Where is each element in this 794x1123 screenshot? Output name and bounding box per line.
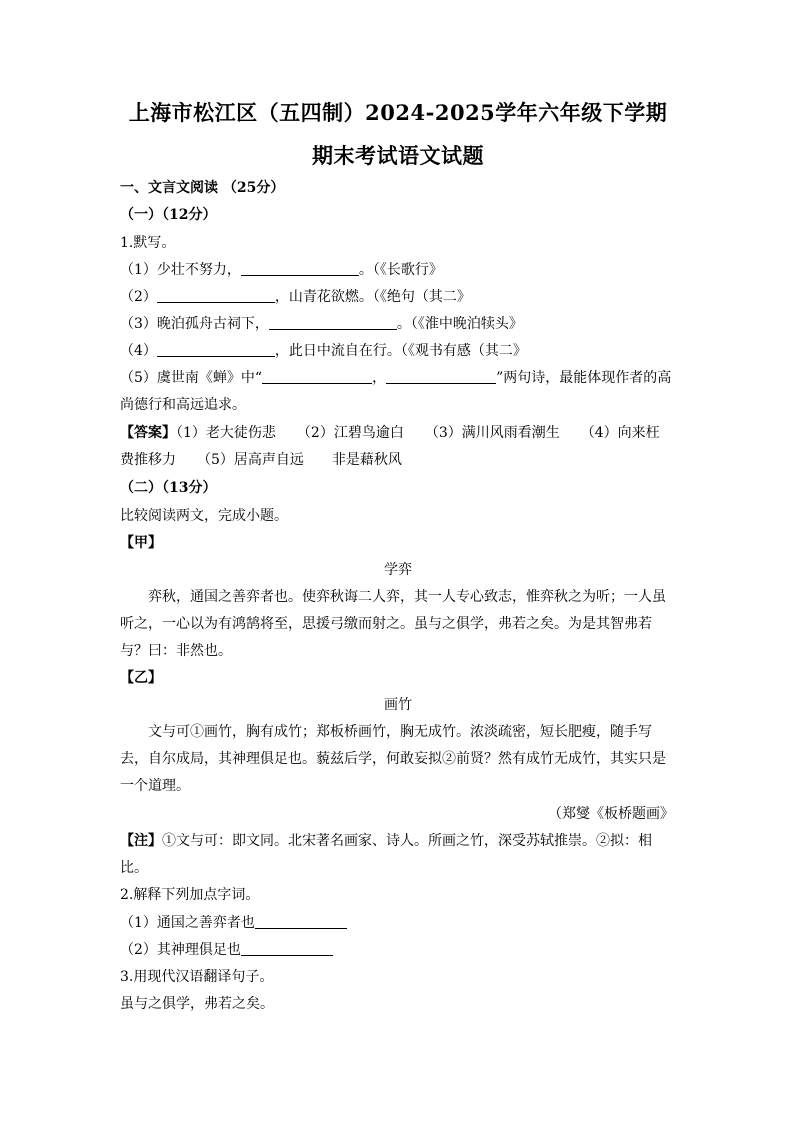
passage-yi-source: （郑燮《板桥题画》 xyxy=(548,806,674,822)
note-line-1 xyxy=(120,832,652,850)
passage-jia-line-1: 弈秋，通国之善弈者也。使弈秋诲二人弈，其一人专心致志，惟弈秋之为听；一人虽 xyxy=(148,589,666,605)
passage-yi-line-2: 去，自尔成局，其神理俱足也。藐兹后学，何敢妄拟②前贤？然有成竹无成竹，其实只是 xyxy=(120,751,666,767)
item-2-suffix: ，山青花欲燃。（《绝句（其二》 xyxy=(274,289,471,305)
part2-heading: （二）（13分） xyxy=(120,480,217,496)
item-4-prefix: （4） xyxy=(120,343,157,359)
item-1-prefix: （1）少壮不努力， xyxy=(120,262,241,278)
item-4-suffix: ，此日中流自在行。（《观书有感（其二》 xyxy=(274,343,527,359)
item-5-suffix: ”两句诗，最能体现作者的高 xyxy=(496,370,672,386)
passage-yi-line-1: 文与可①画竹，胸有成竹；郑板桥画竹，胸无成竹。浓淡疏密，短长肥瘦，随手写 xyxy=(148,724,652,740)
answer-blank xyxy=(269,315,397,330)
q2-item-2-text: （2）其神理俱足也 xyxy=(120,942,241,958)
passage-jia-label: 【甲】 xyxy=(120,535,162,551)
answer-blank xyxy=(262,369,372,384)
note-text-1: ①文与可：即文同。北宋著名画家、诗人。所画之竹，深受苏轼推崇。②拟：相 xyxy=(162,833,652,849)
passage-jia-line-2: 听之，一心以为有鸿鹄将至，思援弓缴而射之。虽与之俱学，弗若之矣。为是其智弗若 xyxy=(120,616,652,632)
question-1-stem: 1.默写。 xyxy=(120,235,176,251)
question-2-item-1 xyxy=(120,914,347,932)
part1-heading: （一）（12分） xyxy=(120,207,217,223)
answer-line-2: 费推移力 （5）居高声自远 非是藉秋风 xyxy=(120,452,402,468)
passage-jia-title: 学弈 xyxy=(384,562,412,578)
answer-blank xyxy=(241,261,359,276)
question-3-sentence: 虽与之俱学，弗若之矣。 xyxy=(120,996,274,1012)
passage-yi-line-3: 一个道理。 xyxy=(120,778,190,794)
reading-instruction: 比较阅读两文，完成小题。 xyxy=(120,508,288,524)
section-heading: 一、文言文阅读 （25分） xyxy=(120,180,285,196)
note-line-2: 比。 xyxy=(120,860,148,876)
question-1-item-4 xyxy=(120,342,527,360)
passage-yi-label: 【乙】 xyxy=(120,670,162,686)
question-1-item-5-continued: 尚德行和高远追求。 xyxy=(120,397,246,413)
item-5-prefix: （5）虞世南《蝉》中“ xyxy=(120,370,263,386)
item-3-suffix: 。（《淮中晚泊犊头》 xyxy=(396,316,523,332)
answer-label: 【答案】 xyxy=(120,425,176,441)
question-1-item-2 xyxy=(120,288,471,306)
question-2-item-2 xyxy=(120,941,333,959)
answer-blank xyxy=(386,369,496,384)
passage-jia-line-3: 与？曰：非然也。 xyxy=(120,643,232,659)
exam-title-line1: 上海市松江区（五四制）2024-2025学年六年级下学期 xyxy=(128,100,668,125)
question-3-stem: 3.用现代汉语翻译句子。 xyxy=(120,969,274,985)
question-2-stem: 2.解释下列加点字词。 xyxy=(120,887,260,903)
q2-item-1-text: （1）通国之善弈者也 xyxy=(120,915,255,931)
answer-blank xyxy=(255,914,347,929)
answer-blank xyxy=(157,342,275,357)
answer-text-1: （1）老大徒伤悲 （2）江碧鸟逾白 （3）满川风雨看潮生 （4）向来枉 xyxy=(176,425,660,441)
answer-blank xyxy=(241,941,333,956)
item-5-middle: ， xyxy=(372,370,387,386)
answer-line-1 xyxy=(120,424,660,442)
item-2-prefix: （2） xyxy=(120,289,157,305)
exam-title-line2: 期末考试语文试题 xyxy=(312,143,484,168)
note-label: 【注】 xyxy=(120,833,162,849)
question-1-item-3 xyxy=(120,315,523,333)
answer-blank xyxy=(157,288,275,303)
item-1-suffix: 。（《长歌行》 xyxy=(358,262,443,278)
question-1-item-5 xyxy=(120,369,671,387)
passage-yi-title: 画竹 xyxy=(384,697,412,713)
question-1-item-1 xyxy=(120,261,443,279)
item-3-prefix: （3）晚泊孤舟古祠下， xyxy=(120,316,269,332)
